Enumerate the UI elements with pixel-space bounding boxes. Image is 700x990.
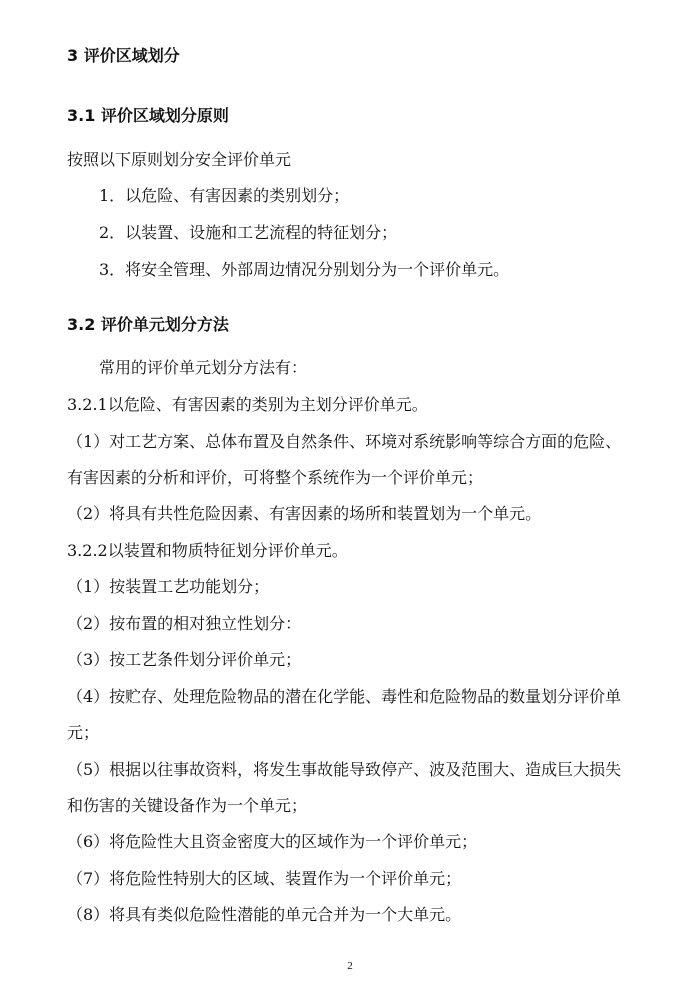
paragraph-intro-3-1: 按照以下原则划分安全评价单元 [67,150,292,169]
paragraph-line: （1）按装置工艺功能划分； [67,577,270,596]
page-number: 2 [347,960,353,972]
paragraph-line: （3）按工艺条件划分评价单元； [67,650,302,669]
paragraph-intro-3-2: 常用的评价单元划分方法有： [99,358,308,377]
paragraph-line: （4）按贮存、处理危险物品的潜在化学能、毒性和危险物品的数量划分评价单 [67,687,622,706]
paragraph-line: 和伤害的关键设备作为一个单元； [67,796,308,815]
paragraph-line: （2）按布置的相对独立性划分： [67,614,302,633]
subsubsection-title-3-2-2: 3.2.2以装置和物质特征划分评价单元。 [67,541,348,560]
list-item: 2．以装置、设施和工艺流程的特征划分； [99,223,398,242]
section-heading: 3 评价区域划分 [67,46,180,65]
paragraph-line: （6）将危险性大且资金密度大的区域作为一个评价单元； [67,832,478,851]
subsubsection-title-3-2-1: 3.2.1以危险、有害因素的类别为主划分评价单元。 [67,395,428,414]
paragraph-line: （1）对工艺方案、总体布置及自然条件、环境对系统影响等综合方面的危险、 [67,432,622,451]
paragraph-line: 元； [67,723,100,742]
subsection-title-3-2: 3.2 评价单元划分方法 [67,315,229,334]
subsection-title-3-1: 3.1 评价区域划分原则 [67,106,229,125]
list-item: 1．以危险、有害因素的类别划分； [99,186,350,205]
list-item: 3．将安全管理、外部周边情况分别划分为一个评价单元。 [99,260,510,279]
paragraph-line: （5）根据以往事故资料，将发生事故能导致停产、波及范围大、造成巨大损失 [67,760,622,779]
paragraph-line: （2）将具有共性危险因素、有害因素的场所和装置划为一个单元。 [67,504,542,523]
paragraph-line: （7）将危险性特别大的区域、装置作为一个评价单元； [67,869,462,888]
paragraph-line: （8）将具有类似危险性潜能的单元合并为一个大单元。 [67,905,462,924]
paragraph-line: 有害因素的分析和评价，可将整个系统作为一个评价单元； [67,468,484,487]
